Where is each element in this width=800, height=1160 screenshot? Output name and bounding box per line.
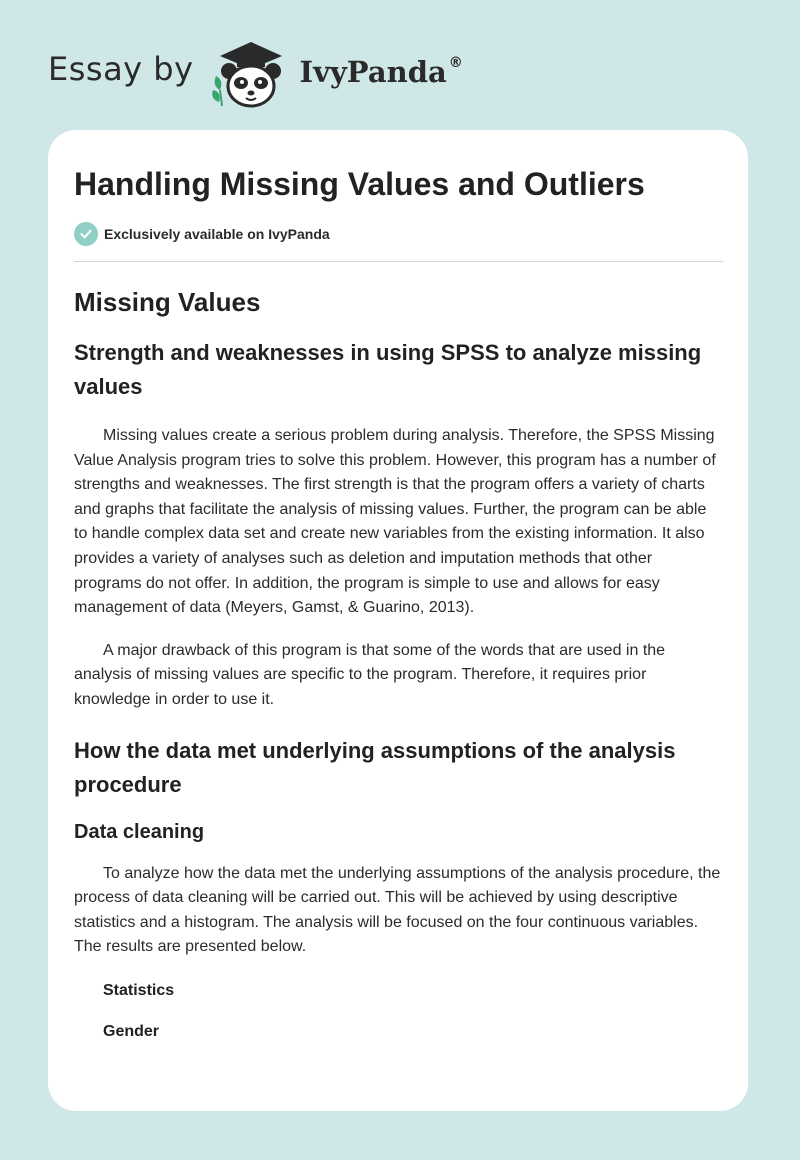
subheading-assumptions: How the data met underlying assumptions of the analysis procedure bbox=[74, 737, 676, 797]
section-heading-missing-values: Missing Values bbox=[74, 287, 261, 317]
page-title: Handling Missing Values and Outliers bbox=[74, 166, 645, 202]
subheading-data-cleaning: Data cleaning bbox=[74, 820, 205, 843]
panda-logo-icon bbox=[208, 36, 294, 110]
paragraph-strengths-1: Missing values create a serious problem during analysis. Therefore, the SPSS Missing Value Analysis program tries to solve this problem. However, this program has a number of strengths and weaknesses. The first strength is that the program offers a variety of charts and graphs that facilitate the analysis of missing values. Further, the program can be able to handle complex data set and create new variables from the existing information. It also provides a variety of analyses such as deletion and imputation methods that other programs do not offer. In addition, the program is simple to use and allows for easy management of data (Meyers, Gamst, & Guarino, 2013). bbox=[74, 427, 716, 617]
statistics-label: Statistics bbox=[103, 981, 175, 999]
subheading-strengths: Strength and weaknesses in using SPSS to analyze missing values bbox=[74, 340, 702, 399]
exclusive-badge bbox=[74, 222, 330, 246]
registered-mark: ® bbox=[448, 55, 463, 71]
check-icon bbox=[74, 222, 98, 246]
exclusive-label: Exclusively available on IvyPanda bbox=[104, 226, 330, 242]
paragraph-data-cleaning: To analyze how the data met the underlying assumptions of the analysis procedure, the process of data cleaning will be carried out. This will be achieved by using descriptive statistics and a histogram. The analysis will be focused on the four continuous variables. The results are presented below. bbox=[74, 864, 721, 956]
site-logo[interactable] bbox=[48, 36, 463, 110]
gender-label: Gender bbox=[103, 1022, 160, 1040]
article-body bbox=[74, 280, 723, 1043]
essay-by-label: Essay by bbox=[48, 50, 194, 88]
title-divider bbox=[74, 261, 723, 262]
paragraph-strengths-2: A major drawback of this program is that some of the words that are used in the analysis of missing values are specific to the program. Therefore, it requires prior knowledge in order to use it. bbox=[74, 641, 666, 708]
article-card bbox=[48, 130, 748, 1111]
brand-name: IvyPanda bbox=[299, 55, 447, 89]
